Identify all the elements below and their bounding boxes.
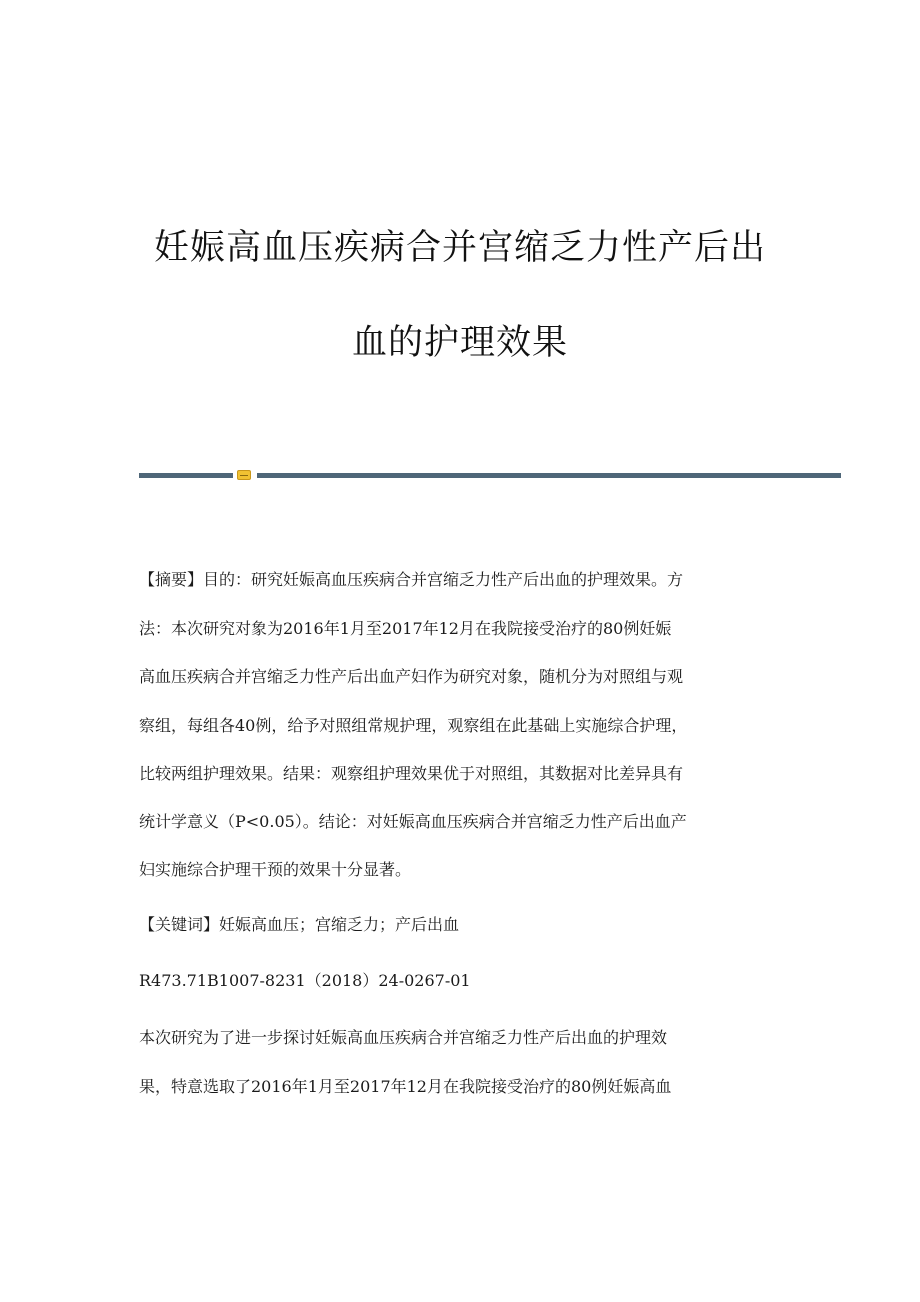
document-icon [237,470,251,480]
document-title-line-1: 妊娠高血压疾病合并宫缩乏力性产后出 [153,228,766,268]
title-divider [139,470,841,480]
abstract-line: 察组，每组各40例，给予对照组常规护理，观察组在此基础上实施综合护理， [139,716,688,735]
abstract-line: 高血压疾病合并宫缩乏力性产后出血产妇作为研究对象，随机分为对照组与观 [139,667,684,686]
divider-bar-left [139,473,233,478]
document-title-line-2: 血的护理效果 [351,323,568,363]
keywords-line: 【关键词】妊娠高血压；宫缩乏力；产后出血 [139,915,460,934]
classification-line: R473.71B1007-8231（2018）24-0267-01 [139,971,471,990]
abstract-line: 比较两组护理效果。结果：观察组护理效果优于对照组，其数据对比差异具有 [139,764,684,783]
body-line: 果，特意选取了2016年1月至2017年12月在我院接受治疗的80例妊娠高血 [139,1077,672,1096]
abstract-line: 妇实施综合护理干预的效果十分显著。 [139,860,412,879]
body-line: 本次研究为了进一步探讨妊娠高血压疾病合并宫缩乏力性产后出血的护理效 [139,1028,668,1047]
abstract-line: 【摘要】目的：研究妊娠高血压疾病合并宫缩乏力性产后出血的护理效果。方 [139,570,684,589]
divider-bar-right [257,473,841,478]
abstract-line: 统计学意义（P<0.05）。结论：对妊娠高血压疾病合并宫缩乏力性产后出血产 [139,812,687,831]
abstract-line: 法：本次研究对象为2016年1月至2017年12月在我院接受治疗的80例妊娠 [139,619,672,638]
